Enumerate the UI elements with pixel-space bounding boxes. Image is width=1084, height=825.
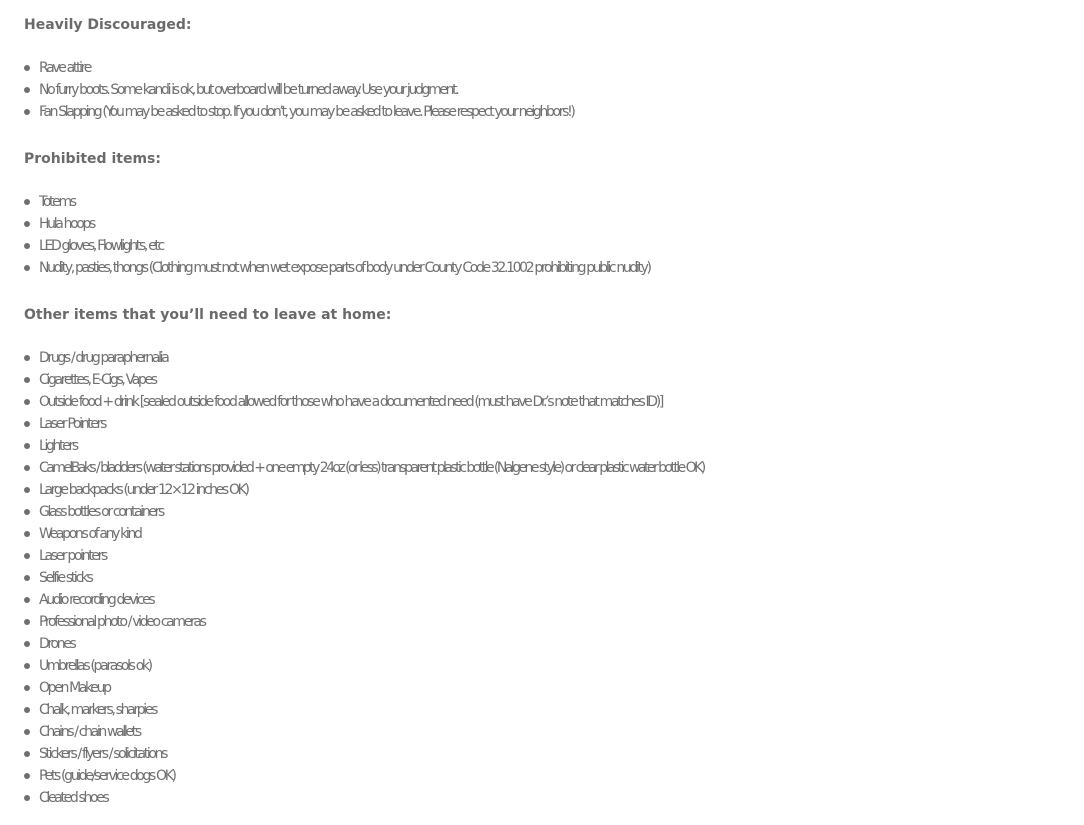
item-text: Cigarettes, E-Cigs, Vapes [39,372,156,388]
list-item [0,101,1084,123]
list-item [0,787,1084,809]
item-text: Professional photo / video cameras [39,614,205,630]
item-text: Laser pointers [39,548,106,564]
list-item [0,633,1084,655]
bullet-icon [24,509,30,515]
list-item [0,457,1084,479]
bullet-icon [24,575,30,581]
item-text: Open Makeup [39,680,110,696]
bullet-icon [24,487,30,493]
list-item [0,235,1084,257]
item-text: Selfie sticks [39,570,92,586]
item-text: Hula hoops [39,216,95,232]
bullet-icon [24,221,30,227]
list-item [0,369,1084,391]
section-heading: Other items that you’ll need to leave at home: [24,307,392,323]
item-text: Stickers / flyers / solicitations [39,746,167,762]
list-item [0,743,1084,765]
list-item [0,191,1084,213]
item-text: Totems [39,194,75,210]
item-list [0,191,1084,279]
item-text: Glass bottles or containers [39,504,163,520]
item-text: Cleated shoes [39,790,108,806]
list-item [0,391,1084,413]
item-text: Drugs / drug paraphernalia [39,350,168,366]
item-text: Outside food + drink [sealed outside food allowed for those who have a documented need (must have Dr.’s note that matches ID)] [39,394,662,410]
item-text: Pets (guide/service dogs OK) [39,768,175,784]
item-text: No furry boots. Some kandi is ok, but overboard will be turned away. Use your judgment. [39,82,458,98]
bullet-icon [24,553,30,559]
item-text: Chalk, markers, sharpies [39,702,157,718]
section-heading: Heavily Discouraged: [24,17,192,33]
item-text: Lighters [39,438,77,454]
bullet-icon [24,109,30,115]
list-item [0,501,1084,523]
item-text: Chains / chain wallets [39,724,140,740]
bullet-icon [24,531,30,537]
bullet-icon [24,355,30,361]
list-item [0,213,1084,235]
item-text: LED gloves, Flowlights, etc [39,238,163,254]
list-item [0,567,1084,589]
item-text: Large backpacks (under 12×12 inches OK) [39,482,248,498]
list-item [0,589,1084,611]
item-text: Drones [39,636,75,652]
bullet-icon [24,265,30,271]
item-text: Rave attire [39,60,91,76]
list-item [0,435,1084,457]
bullet-icon [24,399,30,405]
bullet-icon [24,443,30,449]
bullet-icon [24,65,30,71]
bullet-icon [24,663,30,669]
bullet-icon [24,641,30,647]
list-item [0,479,1084,501]
item-text: Fan Slapping (You may be asked to stop. If you don’t, you may be asked to leave. Please respect your neighbors!) [39,104,574,120]
item-text: Nudity, pasties, thongs (Clothing must not when wet expose parts of body under County Code 32.1002 prohibiting public nudity) [39,260,650,276]
item-text: CamelBaks / bladders (water stations provided + one empty 24oz (or less) transparent plastic bottle (Nalgene style) or clear plastic water bottle OK) [39,460,704,476]
list-item [0,523,1084,545]
bullet-icon [24,243,30,249]
list-item [0,721,1084,743]
list-item [0,677,1084,699]
bullet-icon [24,619,30,625]
list-item [0,79,1084,101]
item-text: Laser Pointers [39,416,106,432]
bullet-icon [24,795,30,801]
bullet-icon [24,597,30,603]
bullet-icon [24,729,30,735]
bullet-icon [24,421,30,427]
bullet-icon [24,465,30,471]
list-item [0,611,1084,633]
section-heading: Prohibited items: [24,151,161,167]
list-item [0,257,1084,279]
bullet-icon [24,751,30,757]
list-item [0,413,1084,435]
item-list [0,347,1084,809]
list-item [0,545,1084,567]
bullet-icon [24,707,30,713]
list-item [0,655,1084,677]
bullet-icon [24,199,30,205]
item-text: Audio recording devices [39,592,154,608]
item-text: Weapons of any kind [39,526,141,542]
list-item [0,347,1084,369]
bullet-icon [24,87,30,93]
bullet-icon [24,685,30,691]
item-list [0,57,1084,123]
list-item [0,765,1084,787]
list-item [0,57,1084,79]
bullet-icon [24,377,30,383]
bullet-icon [24,773,30,779]
list-item [0,699,1084,721]
item-text: Umbrellas (parasols ok) [39,658,151,674]
